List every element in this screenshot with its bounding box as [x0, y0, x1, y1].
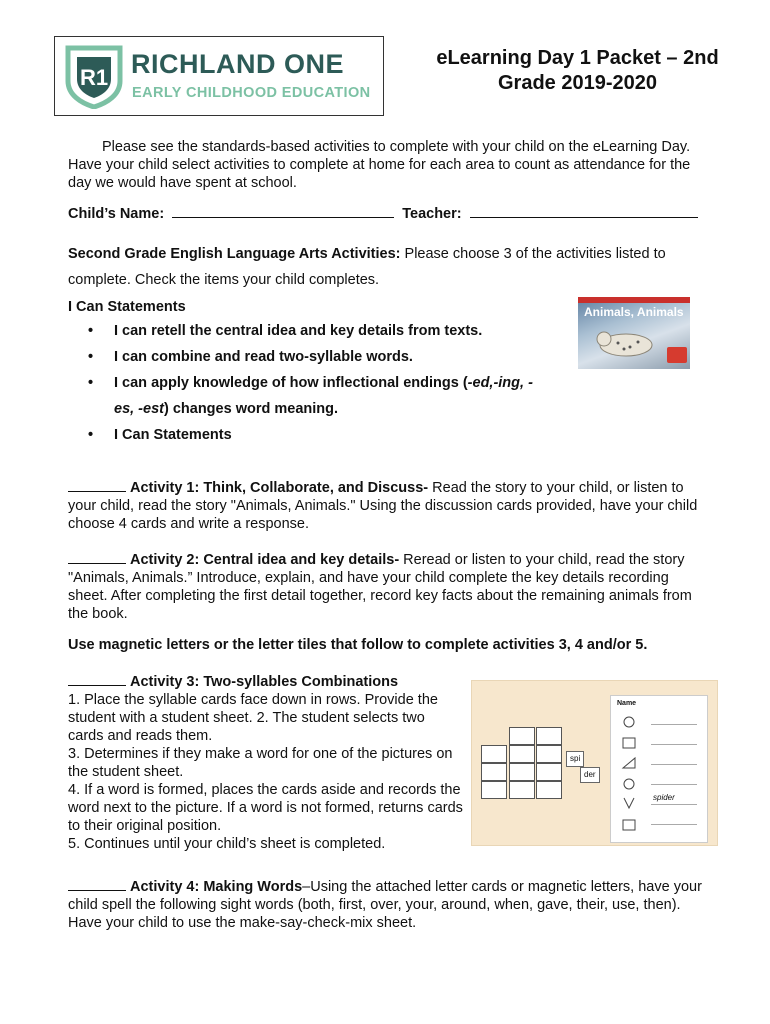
activity-1 [68, 479, 708, 533]
book-badge [667, 347, 687, 363]
activity-3-heading: Activity 3: Two-syllables Combinations [130, 674, 399, 690]
logo-subtitle: EARLY CHILDHOOD EDUCATION [132, 85, 371, 101]
page-title [405, 46, 750, 96]
activity-3-step: 4. If a word is formed, places the cards aside and records the word next to the picture. If a word is not formed, returns cards to their original position. [68, 782, 463, 834]
activity-2-heading: Activity 2: Central idea and key details- [130, 552, 400, 568]
syllable-card [509, 745, 535, 763]
activity-2 [68, 551, 708, 623]
syllable-tag-spi: spi [566, 751, 584, 767]
child-name-label: Child’s Name: [68, 206, 165, 222]
syllable-cards-illustration [471, 680, 718, 846]
activity-3-checkbox-line[interactable] [68, 673, 126, 686]
title-line-1: eLearning Day 1 Packet – 2nd [436, 47, 719, 69]
name-fields [68, 205, 708, 223]
syllable-card [509, 781, 535, 799]
intro-text: Please see the standards-based activities to complete with your child on the eLearning Day. Have your child select activities to complete at home for each area to count as attendance for the day we would have spent at school. [68, 139, 691, 191]
activity-4-checkbox-line[interactable] [68, 878, 126, 891]
sheet-name-label: Name [617, 700, 637, 707]
sheet-answer-line [651, 784, 697, 785]
sheet-handwritten-word: spider [653, 793, 675, 802]
ican-item-3-start: I can apply knowledge of how inflectional endings ( [114, 375, 468, 391]
syllable-card [536, 781, 562, 799]
syllable-card [481, 745, 507, 763]
activity-2-checkbox-line[interactable] [68, 551, 126, 564]
activity-3-step: 1. Place the syllable cards face down in rows. Provide the student with a student sheet. 2. The student selects two cards and reads them. [68, 692, 438, 744]
sheet-answer-line [651, 764, 697, 765]
ela-section [68, 241, 708, 293]
activity-4 [68, 878, 708, 932]
sheet-answer-line [651, 724, 697, 725]
syllable-tag-der: der [580, 767, 600, 783]
logo-mark: R1 [79, 65, 109, 90]
ican-heading: I Can Statements [68, 299, 186, 315]
ican-list [88, 318, 538, 448]
ican-item [88, 370, 538, 422]
activity-1-text: Read the story to your child, or listen to your child, read the story "Animals, Animals." Using the discussion cards provided, have your child choose 4 cards and write a response. [68, 480, 698, 532]
syllable-card [536, 745, 562, 763]
title-line-2: Grade 2019-2020 [497, 72, 657, 94]
syllable-card [509, 727, 535, 745]
book-title: Animals, Animals [584, 305, 684, 319]
activity-3 [68, 673, 463, 853]
ican-item-3-endings: -ed,-ing, -es, -est [114, 375, 533, 417]
syllable-card [536, 727, 562, 745]
syllable-card [536, 763, 562, 781]
book-cover-image [578, 297, 690, 369]
activity-3-step: 3. Determines if they make a word for one of the pictures on the student sheet. [68, 746, 453, 780]
activity-1-heading: Activity 1: Think, Collaborate, and Discuss- [130, 480, 429, 496]
ela-text: Please choose 3 of the activities listed to complete. Check the items your child completes. [68, 246, 666, 288]
student-sheet [610, 695, 708, 843]
sheet-answer-line [651, 804, 697, 805]
child-name-field[interactable] [172, 205, 394, 218]
teacher-field[interactable] [470, 205, 698, 218]
activity-1-checkbox-line[interactable] [68, 479, 126, 492]
teacher-label: Teacher: [402, 206, 462, 222]
ela-heading: Second Grade English Language Arts Activities: [68, 246, 401, 262]
intro-paragraph [68, 138, 708, 192]
syllable-card [481, 781, 507, 799]
syllable-card [509, 763, 535, 781]
ican-item: • I Can Statements [88, 422, 538, 448]
sheet-answer-line [651, 744, 697, 745]
logo [54, 36, 384, 116]
picture-icons [617, 712, 647, 852]
syllable-card [481, 763, 507, 781]
ican-item-3-end: ) changes word meaning. [163, 401, 339, 417]
activity-2-text: Reread or listen to your child, read the story "Animals, Animals.” Introduce, explain, and have your child complete the key details recording sheet. After completing the first detail together, record key facts about the remaining animals from the book. [68, 552, 692, 622]
activity-3-step: 5. Continues until your child’s sheet is completed. [68, 836, 386, 852]
magnetic-letters-instruction: Use magnetic letters or the letter tiles that follow to complete activities 3, 4 and/or 5. [68, 637, 648, 653]
ican-item: • I can retell the central idea and key details from texts. [88, 318, 538, 344]
logo-name: RICHLAND ONE [131, 49, 344, 79]
shield-logo-icon [65, 45, 123, 109]
sheet-answer-line [651, 824, 697, 825]
activity-4-heading: Activity 4: Making Words [130, 879, 303, 895]
activity-4-text: –Using the attached letter cards or magnetic letters, have your child spell the following sight words (both, first, over, your, around, when, gave, their, use, then). Have your child to use the make-say-check-mix sheet. [68, 879, 702, 931]
ican-item: • I can combine and read two-syllable words. [88, 344, 538, 370]
